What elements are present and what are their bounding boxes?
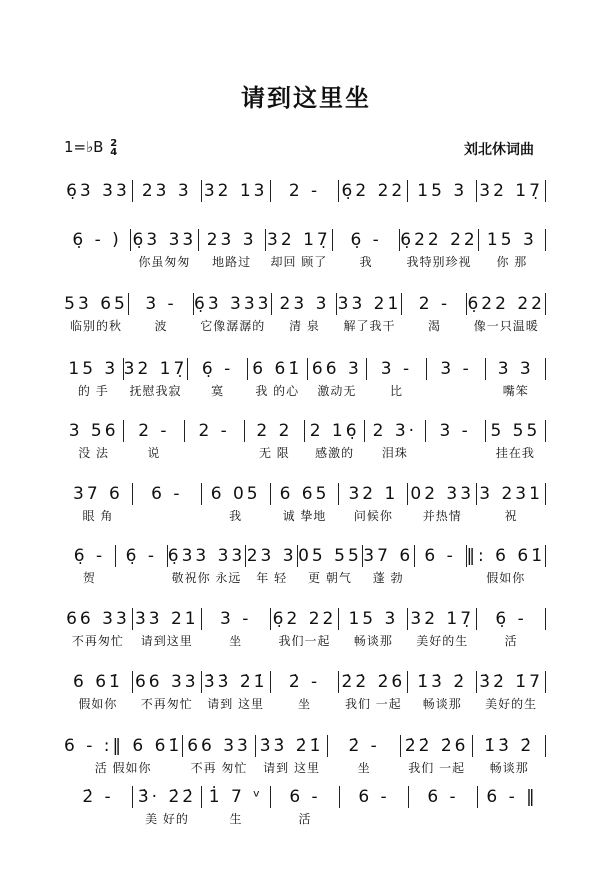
- lyric-text: 美好的生: [416, 634, 469, 648]
- measure: [256, 735, 329, 775]
- measure: [340, 786, 409, 808]
- measure: [477, 608, 546, 648]
- measure-notes: 6 61̇: [73, 672, 123, 692]
- lyric-text: 坐: [229, 634, 243, 648]
- measure: [64, 293, 129, 333]
- measure: [167, 545, 246, 585]
- lyric-text: 活: [504, 634, 518, 648]
- lyric-text: 我们 一起: [408, 761, 466, 775]
- measure-notes: 6̣3 333: [194, 294, 272, 314]
- measure-notes: 32 17̣: [267, 230, 331, 250]
- measure: [124, 420, 184, 460]
- measure: [133, 608, 202, 648]
- measure-notes: 32 1: [348, 484, 399, 504]
- lyric-text: 诚 挚地: [282, 509, 327, 523]
- lyric-text: 我: [359, 255, 373, 269]
- measure-notes: 2 -: [198, 421, 230, 441]
- lyric-text: 它像潺潺的: [200, 319, 266, 333]
- measure: [64, 671, 133, 711]
- measure: [486, 358, 546, 398]
- lyric-text: 生: [229, 812, 243, 826]
- measure: [271, 786, 340, 826]
- measure-notes: 6̣2 22: [272, 609, 337, 629]
- measure: [64, 420, 124, 460]
- lyric-text: 说: [147, 446, 161, 460]
- measure: [272, 293, 337, 333]
- measure-notes: 6 -: [289, 787, 321, 807]
- measure: [477, 671, 546, 711]
- measure-notes: 6̣22 22: [400, 230, 478, 250]
- staff-row: [64, 358, 546, 398]
- lyric-text: 问候你: [353, 509, 393, 523]
- measure: [367, 358, 427, 398]
- measure-notes: 15 3: [68, 359, 119, 379]
- lyric-text: 请到 这里: [263, 761, 320, 775]
- lyric-text: 畅谈那: [489, 761, 529, 775]
- measure: [408, 671, 477, 711]
- lyric-text: 无 限: [258, 446, 290, 460]
- lyric-text: 祝: [504, 509, 518, 523]
- measure: [408, 483, 477, 523]
- measure-notes: 3 56: [68, 421, 119, 441]
- measure: [339, 671, 408, 711]
- measure: [271, 608, 340, 648]
- key-signature: [64, 138, 117, 157]
- lyric-text: 却回 顾了: [270, 255, 328, 269]
- measure: [183, 735, 256, 775]
- staff-row: [64, 293, 546, 333]
- measure-notes: 15 3: [348, 609, 399, 629]
- measure: [202, 786, 271, 826]
- measure-notes: 6 -: [151, 484, 183, 504]
- measure-notes: 6 - :‖ 6 61̇: [64, 736, 183, 756]
- lyric-text: 嘴笨: [502, 384, 529, 398]
- measure: [402, 293, 467, 333]
- lyric-text: 活: [298, 812, 312, 826]
- measure-notes: 3 3: [497, 359, 534, 379]
- lyric-text: 你 那: [496, 255, 528, 269]
- measure: [133, 671, 202, 711]
- measure: [133, 180, 202, 202]
- measure-notes: 6̣ -: [125, 546, 157, 566]
- measure: [409, 786, 478, 808]
- measure-notes: 6̣2 22: [341, 181, 406, 201]
- staff-row: [64, 229, 546, 269]
- measure-notes: 3 -: [380, 359, 413, 379]
- measure-notes: 6̣3 33: [66, 181, 130, 201]
- staff-row: [64, 608, 546, 648]
- measure: [64, 786, 133, 808]
- lyric-text: 假如你: [486, 571, 526, 585]
- lyric-text: 我: [229, 509, 243, 523]
- lyric-text: 坐: [298, 697, 312, 711]
- lyric-text: 渴: [427, 319, 441, 333]
- lyric-text: 坐: [357, 761, 371, 775]
- measure: [408, 180, 477, 202]
- measure-notes: 23 3: [246, 546, 297, 566]
- measure: [64, 229, 131, 251]
- lyric-text: 清 泉: [289, 319, 320, 333]
- measure-notes: 3 -: [440, 359, 472, 379]
- lyric-text: 抚慰我寂: [129, 384, 182, 398]
- measure: [486, 420, 546, 460]
- measure: [133, 786, 202, 826]
- measure-notes: 6̣ - ): [72, 230, 122, 250]
- lyric-text: 贺: [82, 571, 96, 585]
- measure: [188, 358, 248, 398]
- lyric-text: 活 假如你: [94, 761, 152, 775]
- measure: [339, 180, 408, 202]
- song-title: 请到这里坐: [241, 84, 371, 112]
- measure-notes: 2̇ -: [288, 672, 321, 692]
- measure-notes: 2̇2̇ 2̇6: [404, 736, 469, 756]
- lyric-text: 蓬 勃: [372, 571, 404, 585]
- measure-notes: 23 3: [141, 181, 192, 201]
- measure: [64, 608, 133, 648]
- time-signature: [110, 139, 117, 157]
- measure: [202, 483, 271, 523]
- measure-notes: 2 -: [138, 421, 170, 441]
- measure: [426, 420, 486, 442]
- measure: [194, 293, 272, 333]
- measure: [266, 229, 333, 269]
- measure-notes: 66 33: [66, 609, 130, 629]
- measure: [400, 229, 478, 269]
- measure: [246, 545, 298, 585]
- measure: [245, 420, 305, 460]
- measure-notes: 6̣33 33: [167, 546, 246, 566]
- lyric-text: 美 好的: [145, 812, 189, 826]
- measure-notes: 3 -: [145, 294, 177, 314]
- lyric-text: 我 的心: [255, 384, 300, 398]
- lyric-text: 美好的生: [485, 697, 538, 711]
- measure-notes: 3 -: [439, 421, 471, 441]
- lyric-text: 敬祝你 永远: [171, 571, 242, 585]
- measure-notes: 32 17̣: [123, 359, 188, 379]
- measure-notes: 2 -: [288, 181, 321, 201]
- lyric-text: 不再匆忙: [71, 634, 124, 648]
- lyric-text: 你虽匆匆: [138, 255, 191, 269]
- measure: [478, 786, 546, 808]
- measure: [337, 293, 402, 333]
- lyric-text: 更 朝气: [308, 571, 352, 585]
- measure: [408, 608, 477, 648]
- measure: [427, 358, 487, 380]
- lyric-text: 激动无: [317, 384, 357, 398]
- measure-notes: 6 - ‖: [486, 787, 538, 807]
- measure-notes: 2 -: [418, 294, 451, 314]
- measure: [298, 545, 363, 585]
- measure-notes: 6 -: [358, 787, 390, 807]
- measure: [339, 608, 408, 648]
- lyric-text: 年 轻: [256, 571, 288, 585]
- measure: [333, 229, 400, 269]
- measure-notes: 66 33: [187, 736, 251, 756]
- measure: [248, 358, 308, 398]
- measure: [129, 293, 194, 333]
- measure-notes: 6 65: [279, 484, 330, 504]
- measure-notes: 32 17̣: [410, 609, 475, 629]
- measure-notes: 2̇ -: [348, 736, 380, 756]
- measure-notes: 33 21: [337, 294, 402, 314]
- time-sig-bottom: 4: [110, 146, 118, 158]
- measure: [477, 180, 546, 202]
- lyric-text: 不再匆忙: [140, 697, 193, 711]
- measure-notes: 6̣ -: [73, 546, 106, 566]
- measure-notes: 6̣22 22: [467, 294, 545, 314]
- measure: [466, 545, 546, 585]
- measure: [64, 735, 183, 775]
- measure-notes: 1̇3̇ 2̇: [417, 672, 468, 692]
- measure-notes: 6̣ -: [495, 609, 527, 629]
- measure-notes: 2̇ -: [82, 787, 114, 807]
- measure: [415, 545, 467, 567]
- measure: [185, 420, 245, 442]
- staff-row: [64, 545, 546, 585]
- measure-notes: 37 6: [73, 484, 123, 504]
- measure: [64, 545, 116, 585]
- measure: [365, 420, 425, 460]
- measure: [308, 358, 368, 398]
- lyric-text: 眼 角: [82, 509, 114, 523]
- lyric-text: 感激的: [315, 446, 355, 460]
- measure-notes: 15 3: [486, 230, 537, 250]
- measure-notes: 2̇2̇ 2̇6: [341, 672, 406, 692]
- measure-notes: 1̇3̇ 2̇: [484, 736, 535, 756]
- measure-notes: 05 55: [298, 546, 362, 566]
- measure-notes: 32 17̣: [479, 181, 543, 201]
- measure-notes: 66 33: [134, 672, 199, 692]
- lyric-text: 比: [389, 384, 403, 398]
- measure-notes: 3̇2̇ 1̇7: [479, 672, 543, 692]
- measure-notes: 15 3: [417, 181, 468, 201]
- lyric-text: 畅谈那: [353, 634, 393, 648]
- composer-credit: 刘北休词曲: [464, 142, 534, 158]
- measure-notes: 6 -: [424, 546, 456, 566]
- measure: [467, 293, 545, 333]
- lyric-text: 泪珠: [381, 446, 408, 460]
- measure: [133, 483, 202, 505]
- key-label: 1=♭B: [64, 138, 104, 156]
- measure: [199, 229, 266, 269]
- measure: [328, 735, 401, 775]
- lyric-text: 波: [154, 319, 168, 333]
- measure: [202, 180, 271, 202]
- measure: [64, 483, 133, 523]
- measure: [271, 483, 340, 523]
- measure-notes: 32 13: [203, 181, 268, 201]
- measure: [339, 483, 408, 523]
- lyric-text: 寞: [211, 384, 225, 398]
- measure-notes: 02 33: [410, 484, 475, 504]
- staff-row: [64, 180, 546, 202]
- measure: [477, 483, 546, 523]
- measure-notes: 37 6: [363, 546, 414, 566]
- measure-notes: 2 2: [256, 421, 293, 441]
- measure: [202, 608, 271, 648]
- measure: [202, 671, 271, 711]
- staff-row: [64, 786, 546, 826]
- lyric-text: 临别的秋: [69, 319, 122, 333]
- staff-row: [64, 671, 546, 711]
- lyric-text: 地路过: [212, 255, 252, 269]
- lyric-text: 请到 这里: [207, 697, 265, 711]
- lyric-text: 我特别珍视: [406, 255, 472, 269]
- measure-notes: 5 55: [490, 421, 541, 441]
- measure-notes: 6̣ -: [201, 359, 234, 379]
- measure: [271, 671, 340, 711]
- measure-notes: 3̇3̇ 2̇1̇: [259, 736, 324, 756]
- measure: [363, 545, 415, 585]
- lyric-text: 我们 一起: [344, 697, 402, 711]
- staff-row: [64, 483, 546, 523]
- measure-notes: 66 3: [311, 359, 362, 379]
- measure-notes: 3̇3̇ 2̇1̇: [203, 672, 268, 692]
- measure-notes: 53 65: [64, 294, 128, 314]
- measure: [116, 545, 168, 567]
- measure-notes: 3̇· 2̇2̇: [137, 787, 197, 807]
- lyric-text: 没 法: [78, 446, 110, 460]
- measure-notes: 1̇ 7 ᵛ: [208, 787, 264, 807]
- measure-notes: 6̣3 33: [132, 230, 197, 250]
- measure-notes: 23 3: [279, 294, 330, 314]
- measure: [123, 358, 189, 398]
- measure-notes: 2 16̣: [309, 421, 360, 441]
- measure-notes: 6 61̇: [252, 359, 303, 379]
- measure-notes: ‖: 6 61̇: [466, 546, 546, 566]
- measure-notes: 23 3: [206, 230, 257, 250]
- lyric-text: 并热情: [422, 509, 462, 523]
- lyric-text: 解了我干: [343, 319, 396, 333]
- lyric-text: 我们一起: [278, 634, 331, 648]
- measure-notes: 2 3·: [372, 421, 418, 441]
- measure: [131, 229, 198, 269]
- measure-notes: 6 05: [210, 484, 261, 504]
- measure-notes: 3 -: [219, 609, 252, 629]
- measure: [473, 735, 546, 775]
- measure: [64, 358, 124, 398]
- lyric-text: 不再 匆忙: [190, 761, 248, 775]
- staff-row: [64, 735, 546, 775]
- measure-notes: 6̣ -: [350, 230, 382, 250]
- lyric-text: 的 手: [77, 384, 109, 398]
- measure-notes: 33 21: [134, 609, 199, 629]
- measure-notes: 3 231: [479, 484, 543, 504]
- lyric-text: 假如你: [78, 697, 118, 711]
- lyric-text: 畅谈那: [422, 697, 462, 711]
- measure: [401, 735, 474, 775]
- measure: [64, 180, 133, 202]
- measure: [271, 180, 340, 202]
- measure: [479, 229, 546, 269]
- measure: [305, 420, 365, 460]
- lyric-text: 请到这里: [140, 634, 193, 648]
- time-sig-top: 2: [110, 137, 118, 149]
- lyric-text: 像一只温暖: [473, 319, 539, 333]
- staff-row: [64, 420, 546, 460]
- lyric-text: 挂在我: [495, 446, 535, 460]
- measure-notes: 6 -: [427, 787, 459, 807]
